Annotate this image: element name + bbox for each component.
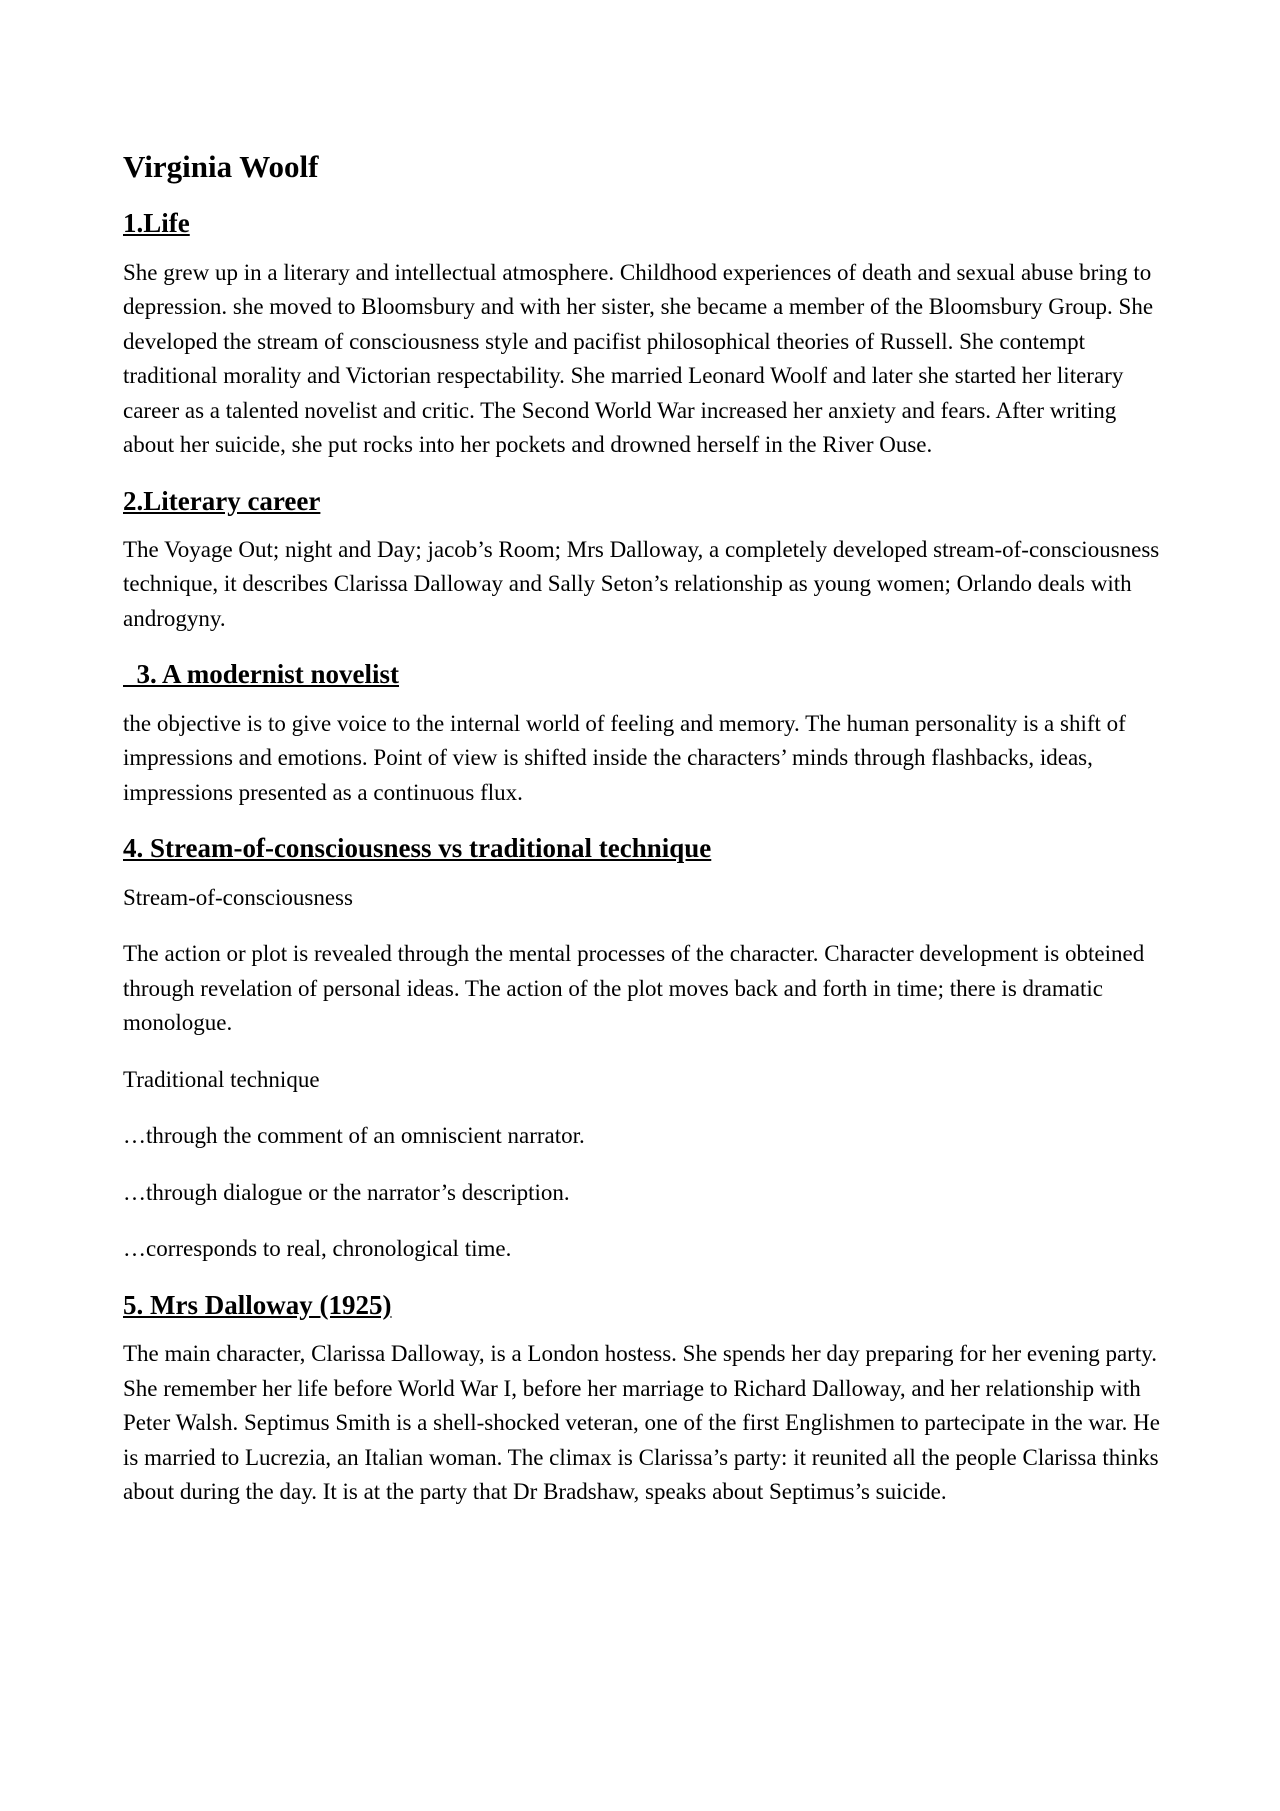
subheading-stream-of-consciousness: Stream-of-consciousness <box>123 884 353 910</box>
traditional-item: …corresponds to real, chronological time. <box>123 1236 512 1262</box>
document-title: Virginia Woolf <box>123 149 319 184</box>
section-heading-life: 1.Life <box>123 208 190 239</box>
section-heading-literary-career: 2.Literary career <box>123 485 321 516</box>
section-body-modernist-novelist: the objective is to give voice to the internal world of feeling and memory. The human personality is a shift of impressions and emotions. Point of view is shifted inside the characters’ minds through flashbacks, ideas, impressions presented as a continuous flux. <box>123 710 1126 805</box>
section-body-life: She grew up in a literary and intellectual atmosphere. Childhood experiences of death and sexual abuse bring to depression. she moved to Bloomsbury and with her sister, she became a member of the Bloomsbury Group. She developed the stream of consciousness style and pacifist philosophical theories of Russell. She contempt traditional morality and Victorian respectability. She married Leonard Woolf and later she started her literary career as a talented novelist and critic. The Second World War increased her anxiety and fears. After writing about her suicide, she put rocks into her pockets and drowned herself in the River Ouse. <box>123 259 1154 458</box>
subheading-traditional-technique: Traditional technique <box>123 1066 320 1092</box>
traditional-item: …through the comment of an omniscient narrator. <box>123 1123 585 1149</box>
traditional-item: …through dialogue or the narrator’s description. <box>123 1179 570 1205</box>
body-stream-of-consciousness: The action or plot is revealed through the mental processes of the character. Character development is obteined through revelation of personal ideas. The action of the plot moves back and forth in time; there is dramatic monologue. <box>123 941 1145 1036</box>
section-body-literary-career: The Voyage Out; night and Day; jacob’s Room; Mrs Dalloway, a completely developed stream-of-consciousness technique, it describes Clarissa Dalloway and Sally Seton’s relationship as young women; Orlando deals with androgyny. <box>123 536 1160 631</box>
section-heading-modernist-novelist: 3. A modernist novelist <box>123 659 400 690</box>
section-heading-mrs-dalloway: 5. Mrs Dalloway (1925) <box>123 1289 392 1320</box>
document-page <box>123 148 1168 1532</box>
section-body-mrs-dalloway: The main character, Clarissa Dalloway, is a London hostess. She spends her day preparing for her evening party. She remember her life before World War I, before her marriage to Richard Dalloway, and her relationship with Peter Walsh. Septimus Smith is a shell-shocked veteran, one of the first Englishmen to partecipate in the war. He is married to Lucrezia, an Italian woman. The climax is Clarissa’s party: it reunited all the people Clarissa thinks about during the day. It is at the party that Dr Bradshaw, speaks about Septimus’s suicide. <box>123 1341 1160 1505</box>
section-heading-technique: 4. Stream-of-consciousness vs traditional technique <box>123 833 712 864</box>
